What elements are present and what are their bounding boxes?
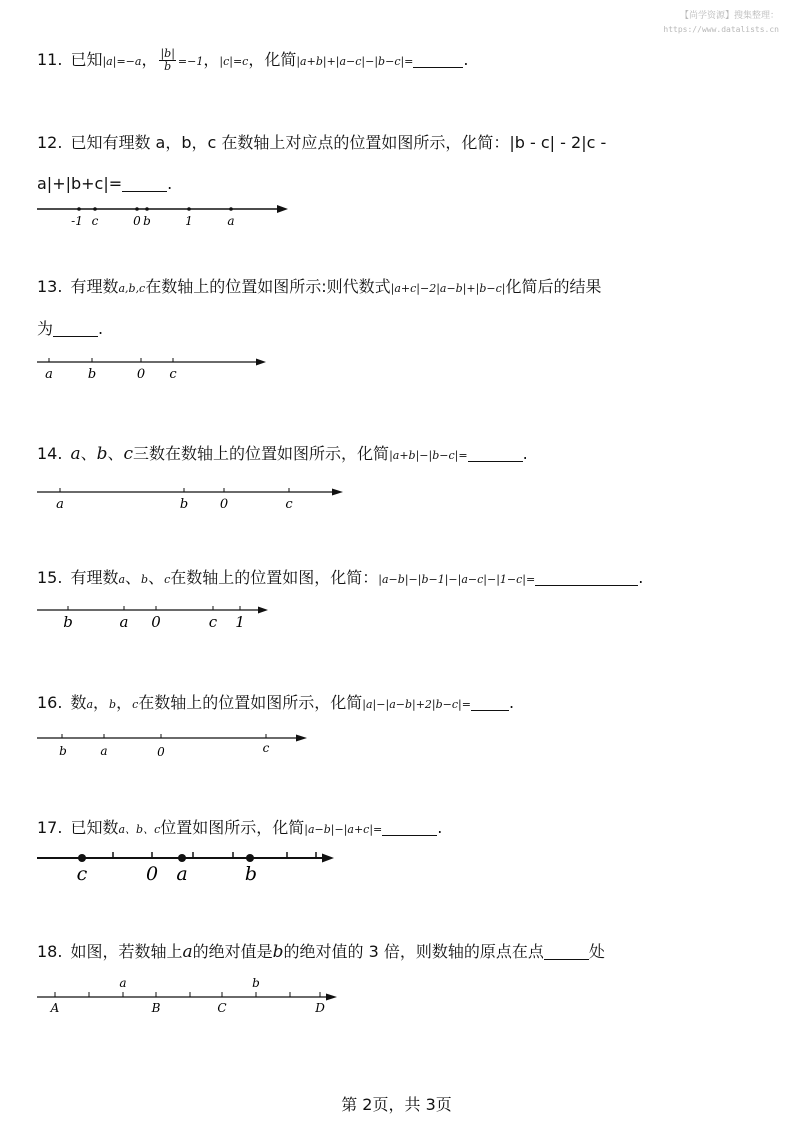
question-12-line2 bbox=[37, 173, 172, 195]
point-dot bbox=[78, 854, 86, 862]
point-label-bottom: C bbox=[217, 1001, 227, 1015]
point-label: b bbox=[143, 214, 151, 228]
question-number: 12. bbox=[37, 133, 63, 152]
question-text: 的绝对值的 3 倍，则数轴的原点在点 bbox=[283, 942, 544, 961]
tick-point bbox=[93, 207, 97, 211]
number-line-q13 bbox=[0, 350, 300, 386]
point-dot bbox=[246, 854, 254, 862]
punctuation: . bbox=[463, 50, 469, 69]
question-text: 化简后的结果 bbox=[505, 277, 602, 296]
math-expression: |a−b|−|a+c|= bbox=[304, 823, 383, 836]
tick-point bbox=[187, 207, 191, 211]
question-text: 已知 bbox=[70, 50, 103, 69]
axis-arrow bbox=[322, 854, 334, 863]
question-number: 17. bbox=[37, 818, 63, 837]
question-18 bbox=[37, 941, 605, 963]
point-label-bottom: A bbox=[50, 1001, 60, 1015]
question-number: 18. bbox=[37, 942, 63, 961]
tick-point bbox=[135, 207, 139, 211]
punctuation: . bbox=[98, 319, 104, 338]
answer-blank[interactable] bbox=[544, 945, 589, 960]
point-label-bottom: D bbox=[315, 1001, 325, 1015]
question-16 bbox=[37, 692, 514, 716]
variable: a bbox=[118, 573, 126, 586]
question-text: 有理数 bbox=[70, 568, 119, 587]
point-label: c bbox=[169, 367, 177, 382]
point-label-bottom: B bbox=[151, 1001, 161, 1015]
axis-arrow bbox=[258, 607, 268, 614]
page-footer: 第 2页，共 3页 bbox=[341, 1095, 452, 1114]
math-expression: |a+b|−|b−c|= bbox=[389, 449, 468, 462]
punctuation: . bbox=[638, 568, 644, 587]
point-label-top: a bbox=[119, 976, 127, 990]
axis-arrow bbox=[256, 359, 266, 366]
point-label: a bbox=[100, 744, 108, 758]
math-expression: |c|=c bbox=[219, 55, 249, 68]
question-17 bbox=[37, 817, 442, 841]
question-number: 16. bbox=[37, 693, 63, 712]
axis-arrow bbox=[332, 489, 343, 496]
separator: 、 bbox=[148, 568, 165, 587]
question-text: 数 bbox=[70, 693, 87, 712]
variable: b bbox=[96, 444, 108, 464]
question-text: 三数在数轴上的位置如图所示，化简 bbox=[133, 444, 390, 463]
point-label: 0 bbox=[136, 367, 146, 382]
punctuation: . bbox=[437, 818, 443, 837]
number-line-q17 bbox=[0, 846, 360, 888]
question-12 bbox=[37, 132, 606, 154]
point-label: a bbox=[45, 367, 53, 382]
point-label: b bbox=[59, 744, 67, 758]
variable: a bbox=[70, 444, 81, 464]
point-label: c bbox=[76, 863, 88, 885]
punctuation: . bbox=[508, 693, 515, 712]
question-13 bbox=[37, 276, 602, 300]
variable: a bbox=[86, 698, 94, 711]
variable: c bbox=[164, 573, 171, 586]
point-label: 0 bbox=[219, 497, 229, 512]
math-expression: |a+c|−2|a−b|+|b−c| bbox=[390, 282, 506, 295]
variable: b bbox=[109, 698, 117, 711]
point-label: b bbox=[244, 863, 258, 885]
separator: 、 bbox=[80, 444, 97, 463]
question-text: 有理数 bbox=[70, 277, 119, 296]
answer-blank[interactable] bbox=[382, 821, 437, 836]
number-line-q16 bbox=[0, 728, 330, 764]
fraction-numerator: |b| bbox=[160, 47, 175, 60]
tick-point bbox=[229, 207, 233, 211]
number-line-q12 bbox=[0, 196, 320, 232]
question-text: 的绝对值是 bbox=[192, 942, 273, 961]
watermark-line1: 【尚学资源】搜集整理： bbox=[679, 11, 779, 21]
point-dot bbox=[178, 854, 186, 862]
point-label-top: b bbox=[252, 976, 260, 990]
number-line-q15 bbox=[0, 600, 300, 636]
point-label: b bbox=[63, 613, 73, 631]
question-text: 在数轴上的位置如图所示:则代数式 bbox=[145, 277, 391, 296]
answer-blank[interactable] bbox=[413, 53, 463, 68]
point-label: 1 bbox=[185, 214, 193, 228]
question-text: 在数轴上的位置如图所示，化简 bbox=[138, 693, 363, 712]
question-15 bbox=[37, 567, 643, 591]
tick-point bbox=[145, 207, 149, 211]
point-label: a bbox=[176, 863, 188, 885]
variable: b bbox=[141, 573, 149, 586]
question-number: 14. bbox=[37, 444, 63, 463]
point-label: c bbox=[262, 741, 270, 755]
point-label: a bbox=[119, 613, 129, 631]
question-11 bbox=[37, 48, 469, 73]
point-label: 0 bbox=[151, 613, 161, 631]
point-label: 1 bbox=[235, 613, 245, 631]
question-14 bbox=[37, 443, 528, 467]
question-text: ，化简 bbox=[248, 50, 297, 69]
watermark bbox=[663, 10, 779, 36]
point-label: c bbox=[285, 497, 293, 512]
separator: 、 bbox=[125, 568, 142, 587]
question-text: 为 bbox=[37, 319, 54, 338]
point-label: b bbox=[87, 367, 97, 382]
answer-blank[interactable] bbox=[468, 447, 523, 462]
question-text: 如图，若数轴上 bbox=[70, 942, 183, 961]
question-13-line2 bbox=[37, 318, 103, 340]
punctuation: . bbox=[167, 174, 173, 193]
math-expression: |a−b|−|b−1|−|a−c|−|1−c|= bbox=[378, 573, 536, 586]
question-number: 15. bbox=[37, 568, 63, 587]
fraction bbox=[159, 48, 175, 73]
variable: a bbox=[182, 942, 193, 962]
point-label: 0 bbox=[157, 745, 165, 759]
axis-arrow bbox=[296, 735, 307, 742]
math-expression: =−1 bbox=[177, 55, 204, 68]
point-label: b bbox=[179, 497, 189, 512]
variable: b bbox=[272, 942, 284, 962]
punctuation: . bbox=[522, 444, 528, 463]
math-expression: |a|=−a bbox=[102, 55, 142, 68]
math-expression: |a+b|+|a−c|−|b−c|= bbox=[296, 55, 414, 68]
variable: c bbox=[132, 698, 139, 711]
tick-point bbox=[77, 207, 81, 211]
question-text: 在数轴上的位置如图，化简： bbox=[170, 568, 379, 587]
axis-arrow bbox=[277, 205, 288, 213]
number-line-q14 bbox=[0, 480, 360, 516]
watermark-line2: https://www.datalists.cn bbox=[663, 25, 779, 34]
separator: ， bbox=[93, 693, 110, 712]
question-text: 位置如图所示，化简 bbox=[160, 818, 305, 837]
answer-blank[interactable] bbox=[471, 696, 509, 711]
question-text: 处 bbox=[588, 942, 605, 961]
answer-blank[interactable] bbox=[53, 322, 98, 337]
point-label: a bbox=[56, 497, 64, 512]
point-label: 0 bbox=[145, 863, 159, 885]
variable: c bbox=[123, 444, 134, 464]
math-expression: a、b、c bbox=[118, 823, 161, 836]
punctuation: ， bbox=[203, 50, 220, 69]
fraction-denominator: b bbox=[164, 60, 172, 73]
separator: 、 bbox=[107, 444, 124, 463]
punctuation: ， bbox=[141, 50, 158, 69]
math-expression: |a|−|a−b|+2|b−c|= bbox=[362, 698, 471, 711]
point-label: a bbox=[227, 214, 235, 228]
question-number: 13. bbox=[37, 277, 63, 296]
point-label: -1 bbox=[71, 214, 83, 228]
separator: ， bbox=[116, 693, 133, 712]
question-text: a|+|b+c|= bbox=[37, 174, 123, 193]
answer-blank[interactable] bbox=[535, 571, 638, 586]
point-label: c bbox=[208, 613, 218, 631]
question-number: 11. bbox=[37, 50, 63, 69]
number-line-q18 bbox=[0, 972, 360, 1018]
math-expression: a,b,c bbox=[118, 282, 146, 295]
point-label: c bbox=[91, 214, 99, 228]
answer-blank[interactable] bbox=[122, 177, 167, 192]
question-text: 已知数 bbox=[70, 818, 119, 837]
axis-arrow bbox=[326, 994, 337, 1001]
question-text: 已知有理数 a，b，c 在数轴上对应点的位置如图所示，化简：|b - c| - 2|c - bbox=[70, 133, 607, 152]
point-label: 0 bbox=[133, 214, 141, 228]
